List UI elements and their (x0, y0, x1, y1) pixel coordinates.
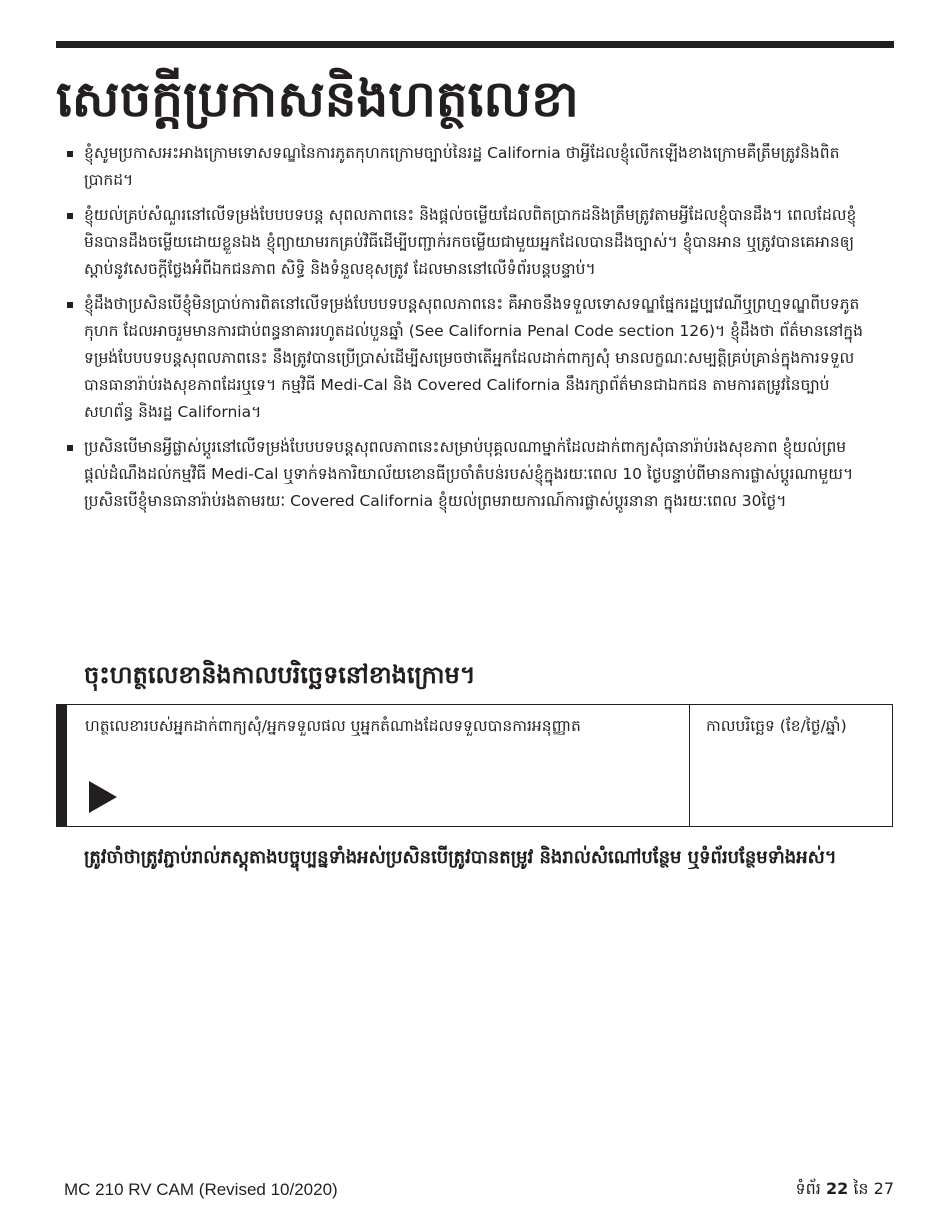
square-bullet-icon (67, 151, 73, 157)
signature-field[interactable] (67, 705, 690, 826)
statement-text: ខ្ញុំសូមប្រកាសអះអាងក្រោមទោសទណ្ឌនៃការភូតកុហកក្រោមច្បាប់នៃរដ្ឋ California ថាអ្វីដែលខ្ញុំលើកឡើងខាងក្រោមគឺត្រឹមត្រូវនិងពិតប្រាកដ។ (84, 144, 840, 189)
signature-label: ហត្ថលេខារបស់អ្នកដាក់ពាក្យសុំ/អ្នកទទួលផល ឬអ្នកតំណាងដែលទទួលបានការអនុញ្ញាត (85, 717, 581, 735)
square-bullet-icon (67, 445, 73, 451)
play-arrow-icon (89, 781, 117, 813)
attach-evidence-note: ត្រូវចាំថាត្រូវភ្ជាប់រាល់ភស្តុតាងបច្ចុប្បន្នទាំងអស់ប្រសិនបើត្រូវបានតម្រូវ និងរាល់សំណៅបន្ថែម ឬទំព័របន្ថែមទាំងអស់។ (84, 847, 837, 868)
signature-section-heading: ចុះហត្ថលេខានិងកាលបរិច្ឆេទនៅខាងក្រោម។ (84, 661, 476, 689)
date-field[interactable] (690, 705, 892, 826)
statement-text: ខ្ញុំយល់គ្រប់សំណួរនៅលើទម្រង់បែបបទបន្ត សុពលភាពនេះ និងផ្តល់ចម្លើយដែលពិតប្រាកដនិងត្រឹមត្រូវតាមអ្វីដែលខ្ញុំបានដឹង។ ពេលដែលខ្ញុំមិនបានដឹងចម្លើយដោយខ្លួនឯង ខ្ញុំព្យាយាមរកគ្រប់វិធីដើម្បីបញ្ជាក់រកចម្លើយជាមួយអ្នកដែលបានដឹងច្បាស់។ ខ្ញុំបានអាន ឬត្រូវបានគេអានឲ្យស្តាប់នូវសេចក្តីថ្លែងអំពីឯកជនភាព សិទ្ធិ និងទំនួលខុសត្រូវ ដែលមាននៅលើទំព័របន្តបន្ទាប់។ (84, 206, 857, 278)
page-total: 27 (873, 1179, 894, 1198)
page-current: 22 (825, 1179, 849, 1198)
statement-item (66, 291, 866, 426)
page-prefix: ទំព័រ (795, 1179, 821, 1198)
date-label: កាលបរិច្ឆេទ (ខែ/ថ្ងៃ/ឆ្នាំ) (706, 717, 847, 735)
form-identifier: MC 210 RV CAM (Revised 10/2020) (64, 1180, 338, 1199)
statement-list (66, 140, 866, 523)
statement-item (66, 434, 866, 515)
page-title: សេចក្តីប្រកាសនិងហត្ថលេខា (56, 70, 579, 128)
statement-text: ខ្ញុំដឹងថាប្រសិនបើខ្ញុំមិនប្រាប់ការពិតនៅលើទម្រង់បែបបទបន្តសុពលភាពនេះ គឺអាចនឹងទទួលទោសទណ្ឌផ្នែករដ្ឋប្បវេណីឬព្រហ្មទណ្ឌពីបទភូតកុហក ដែលអាចរួមមានការជាប់ពន្ធនាគាររហូតដល់បួនឆ្នាំ (See California Penal Code section 126)។ ខ្ញុំដឹងថា ព័ត៌មាននៅក្នុងទម្រង់បែបបទបន្តសុពលភាពនេះ នឹងត្រូវបានប្រើប្រាស់ដើម្បីសម្រេចថាតើអ្នកដែលដាក់ពាក្យសុំ មានលក្ខណៈសម្បត្តិគ្រប់គ្រាន់ក្នុងការទទួលបានធានារ៉ាប់រងសុខភាពដែរឬទេ។ កម្មវិធី Medi-Cal និង Covered California នឹងរក្សាព័ត៌មានជាឯកជន តាមការតម្រូវនៃច្បាប់សហព័ន្ធ និងរដ្ឋ California។ (84, 295, 863, 421)
statement-item (66, 140, 866, 194)
statement-item (66, 202, 866, 283)
top-rule (56, 41, 894, 48)
page-number (795, 1179, 894, 1199)
square-bullet-icon (67, 302, 73, 308)
page-of: នៃ (853, 1179, 869, 1198)
signature-table-accent-bar (57, 705, 67, 826)
statement-text: ប្រសិនបើមានអ្វីផ្លាស់ប្តូរនៅលើទម្រង់បែបបទបន្តសុពលភាពនេះសម្រាប់បុគ្គលណាម្នាក់ដែលដាក់ពាក្យសុំធានារ៉ាប់រងសុខភាព ខ្ញុំយល់ព្រមផ្តល់ដំណឹងដល់កម្មវិធី Medi-Cal ឬទាក់ទងការិយាល័យខោនធីប្រចាំតំបន់របស់ខ្ញុំក្នុងរយៈពេល 10 ថ្ងៃបន្ទាប់ពីមានការផ្លាស់ប្តូរណាមួយ។ ប្រសិនបើខ្ញុំមានធានារ៉ាប់រងតាមរយៈ Covered California ខ្ញុំយល់ព្រមរាយការណ៍ការផ្លាស់ប្តូរនានា ក្នុងរយៈពេល 30ថ្ងៃ។ (84, 438, 854, 510)
signature-table (56, 704, 893, 827)
square-bullet-icon (67, 213, 73, 219)
